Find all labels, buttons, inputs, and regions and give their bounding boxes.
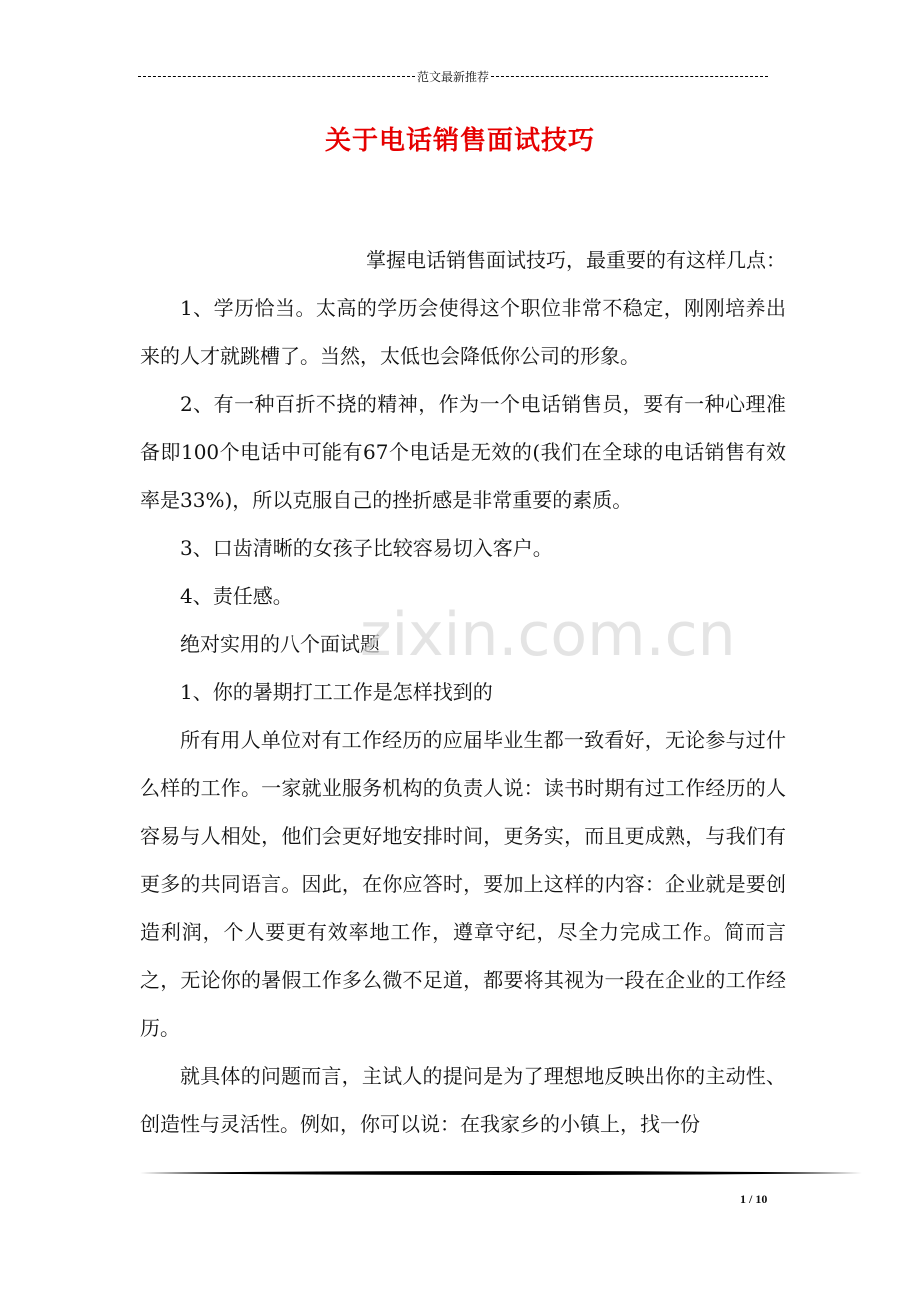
watermark: zixin.com.cn xyxy=(360,600,736,670)
page-header xyxy=(138,66,768,86)
paragraph: 就具体的问题而言，主试人的提问是为了理想地反映出你的主动性、创造性与灵活性。例如，你可以说：在我家乡的小镇上，找一份 xyxy=(140,1064,786,1136)
intro-paragraph: 掌握电话销售面试技巧，最重要的有这样几点： xyxy=(366,248,786,272)
header-dash-right xyxy=(491,76,768,77)
page-number: 1 / 10 xyxy=(740,1192,768,1206)
paragraph: 3、口齿清晰的女孩子比较容易切入客户。 xyxy=(180,536,553,560)
section-heading: 绝对实用的八个面试题 xyxy=(180,632,380,656)
header-label: 范文最新推荐 xyxy=(417,69,490,84)
footer-divider xyxy=(140,1170,862,1176)
document-title: 关于电话销售面试技巧 xyxy=(324,126,595,156)
question-heading: 1、你的暑期打工工作是怎样找到的 xyxy=(180,680,493,704)
paragraph: 所有用人单位对有工作经历的应届毕业生都一致看好，无论参与过什么样的工作。一家就业服务机构的负责人说：读书时期有过工作经历的人容易与人相处，他们会更好地安排时间，更务实，而且更成熟，与我们有更多的共同语言。因此，在你应答时，要加上这样的内容：企业就是要创造利润，个人要更有效率地工作，遵章守纪，尽全力完成工作。简而言之，无论你的暑假工作多么微不足道，都要将其视为一段在企业的工作经历。 xyxy=(140,728,786,1040)
document-body xyxy=(140,236,786,1148)
header-dash-left xyxy=(138,76,415,77)
paragraph: 2、有一种百折不挠的精神，作为一个电话销售员，要有一种心理准备即100个电话中可能有67个电话是无效的(我们在全球的电话销售有效率是33%)，所以克服自己的挫折感是非常重要的素质。 xyxy=(140,392,786,512)
paragraph: 1、学历恰当。太高的学历会使得这个职位非常不稳定，刚刚培养出来的人才就跳槽了。当然，太低也会降低你公司的形象。 xyxy=(140,296,786,368)
paragraph: 4、责任感。 xyxy=(180,584,293,608)
